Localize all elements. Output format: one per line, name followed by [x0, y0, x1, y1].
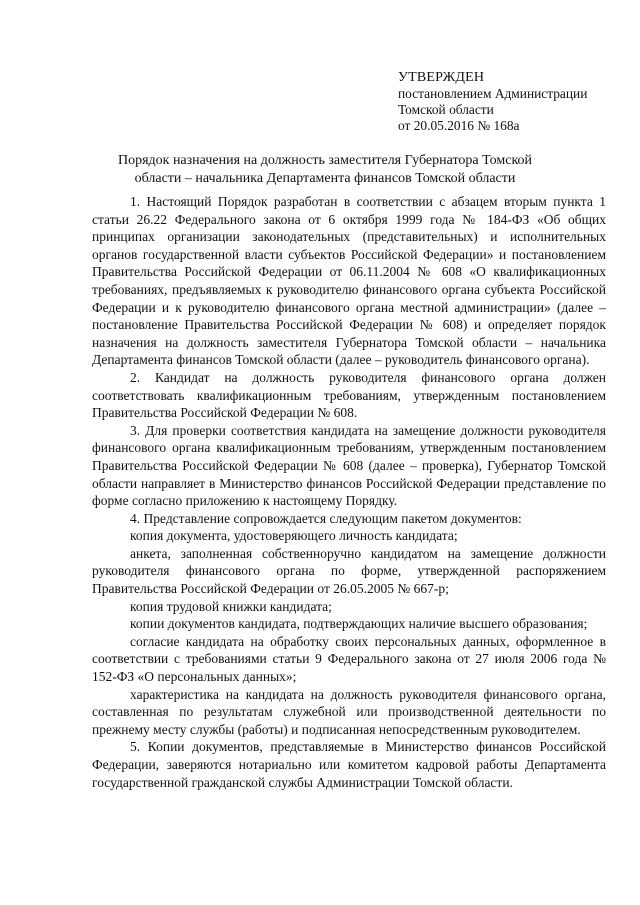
approval-date: от 20.05.2016 № 168а — [398, 118, 520, 133]
list-item: копия трудовой книжки кандидата; — [130, 598, 332, 614]
title-line: области – начальника Департамента финансов Томской области — [134, 171, 516, 186]
paragraph-2: 2. Кандидат на должность руководителя финансового органа должен соответствовать квалификационным требованиям, утвержденным постановлением Правительства Российской Федерации № 608. — [92, 369, 606, 421]
paragraph-1: 1. Настоящий Порядок разработан в соответствии с абзацем вторым пункта 1 статьи 26.22 Федерального закона от 6 октября 1999 года № 184-ФЗ «Об общих принципах организации законодательных (представительных) и исполнительных органов государственной власти субъектов Российской Федерации» и постановлением Правительства Российской Федерации от 06.11.2004 № 608 «О квалификационных требованиях, предъявляемых к руководителю финансового органа субъекта Российской Федерации и к руководителю финансового органа местной администрации» (далее – постановление Правительства Российской Федерации № 608) и определяет порядок назначения на должность заместителя Губернатора Томской области – начальника Департамента финансов Томской области (далее – руководитель финансового органа). — [92, 194, 606, 368]
list-item: характеристика на кандидата на должность руководителя финансового органа, составленная по результатам служебной или производственной деятельности по прежнему месту службы (работы) и подписанная непосредственным руководителем. — [92, 686, 606, 737]
approval-heading: УТВЕРЖДЕН — [398, 70, 485, 85]
paragraph-3: 3. Для проверки соответствия кандидата на замещение должности руководителя финансового органа квалификационным требованиям, утвержденным постановлением Правительства Российской Федерации № 608 (далее – проверка), Губернатор Томской области направляет в Министерство финансов Российской Федерации представление по форме согласно приложению к настоящему Порядку. — [92, 422, 606, 509]
title-line: Порядок назначения на должность заместителя Губернатора Томской — [117, 153, 533, 168]
list-item: согласие кандидата на обработку своих персональных данных, оформленное в соответствии с требованиями статьи 9 Федерального закона от 27 июля 2006 года № 152-ФЗ «О персональных данных»; — [92, 633, 606, 685]
document-body — [92, 193, 606, 791]
list-item: копии документов кандидата, подтверждающих наличие высшего образования; — [130, 616, 588, 632]
document-title — [90, 152, 560, 188]
paragraph-5: 5. Копии документов, представляемые в Министерство финансов Российской Федерации, заверяются нотариально или комитетом кадровой работы Департамента государственной гражданской службы Администрации Томской области. — [92, 739, 606, 790]
paragraph-4: 4. Представление сопровождается следующим пакетом документов: — [130, 510, 522, 526]
approval-line: постановлением Администрации — [398, 86, 588, 101]
approval-line: Томской области — [398, 102, 494, 117]
approval-stamp — [398, 70, 618, 134]
list-item: анкета, заполненная собственноручно кандидатом на замещение должности руководителя финансового органа по форме, утвержденной распоряжением Правительства Российской Федерации от 26.05.2005 № 667-р; — [92, 545, 606, 597]
list-item: копия документа, удостоверяющего личность кандидата; — [130, 528, 458, 544]
